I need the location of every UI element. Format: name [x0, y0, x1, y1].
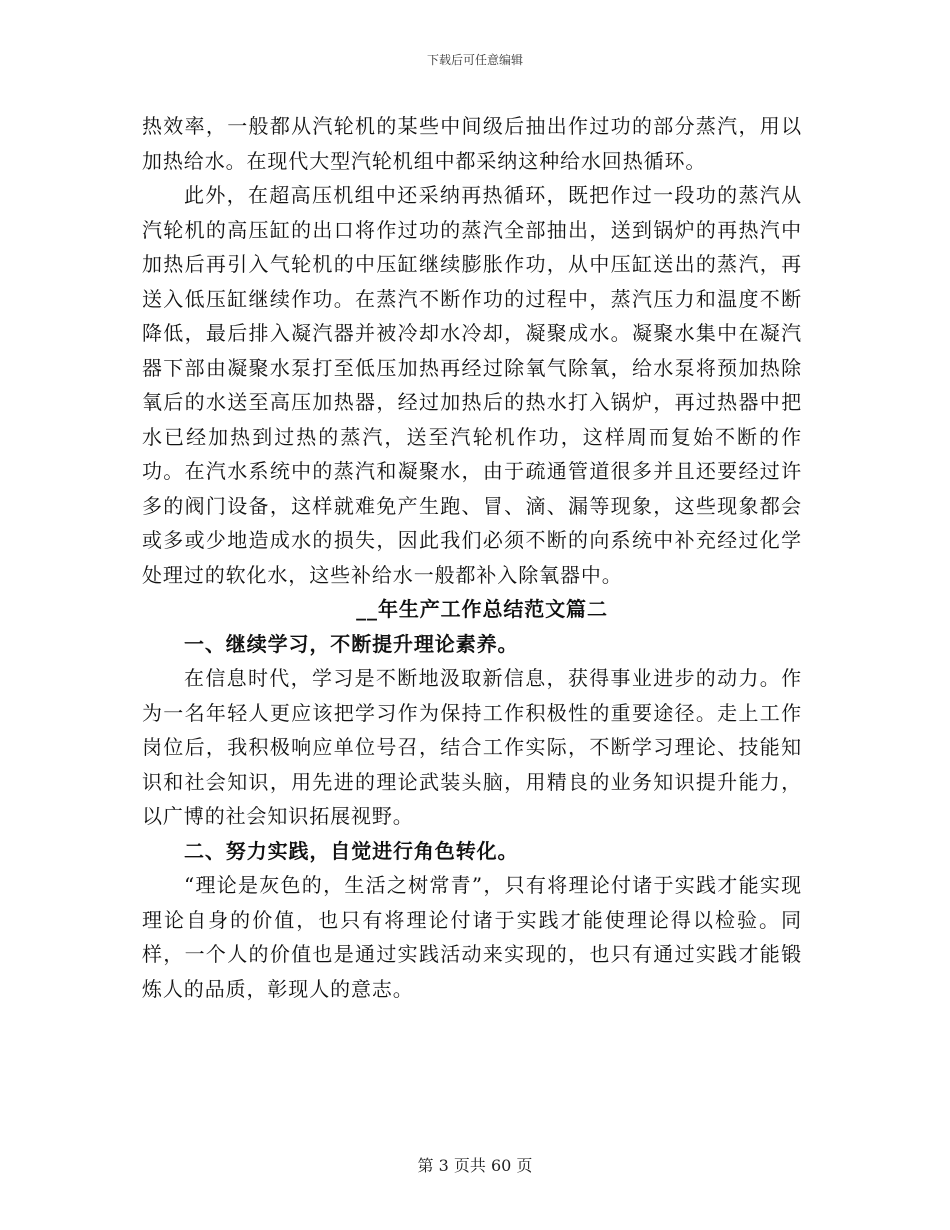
- page-number: 第 3 页共 60 页: [417, 1156, 533, 1175]
- document-body: [142, 109, 802, 1006]
- paragraph-1: 热效率，一般都从汽轮机的某些中间级后抽出作过功的部分蒸汽，用以加热给水。在现代大型汽轮机组中都采纳这种给水回热循环。: [142, 114, 802, 173]
- heading-1: 一、继续学习，不断提升理论素养。: [184, 631, 519, 656]
- heading-2: 二、努力实践，自觉进行角色转化。: [184, 838, 519, 863]
- paragraph-3: 在信息时代，学习是不断地汲取新信息，获得事业进步的动力。作为一名年轻人更应该把学习作为保持工作积极性的重要途径。走上工作岗位后，我积极响应单位号召，结合工作实际，不断学习理论、技能知识和社会知识，用先进的理论武装头脑，用精良的业务知识提升能力，以广博的社会知识拓展视野。: [142, 666, 802, 828]
- paragraph-2: 此外，在超高压机组中还采纳再热循环，既把作过一段功的蒸汽从汽轮机的高压缸的出口将作过功的蒸汽全部抽出，送到锅炉的再热汽中加热后再引入气轮机的中压缸继续膨胀作功，从中压缸送出的蒸汽，再送入低压缸继续作功。在蒸汽不断作功的过程中，蒸汽压力和温度不断降低，最后排入凝汽器并被冷却水冷却，凝聚成水。凝聚水集中在凝汽器下部由凝聚水泵打至低压加热再经过除氧气除氧，给水泵将预加热除氧后的水送至高压加热器，经过加热后的热水打入锅炉，再过热器中把水已经加热到过热的蒸汽，送至汽轮机作功，这样周而复始不断的作功。在汽水系统中的蒸汽和凝聚水，由于疏通管道很多并且还要经过许多的阀门设备，这样就难免产生跑、冒、滴、漏等现象，这些现象都会或多或少地造成水的损失，因此我们必须不断的向系统中补充经过化学处理过的软化水，这些补给水一般都补入除氧器中。: [142, 183, 802, 587]
- section-title: __年生产工作总结范文篇二: [356, 597, 608, 621]
- paragraph-4: “理论是灰色的，生活之树常青”，只有将理论付诸于实践才能实现理论自身的价值，也只有将理论付诸于实践才能使理论得以检验。同样，一个人的价值也是通过实践活动来实现的，也只有通过实践才能锻炼人的品质，彰现人的意志。: [142, 873, 802, 1001]
- page-header-note: 下载后可任意编辑: [426, 53, 523, 67]
